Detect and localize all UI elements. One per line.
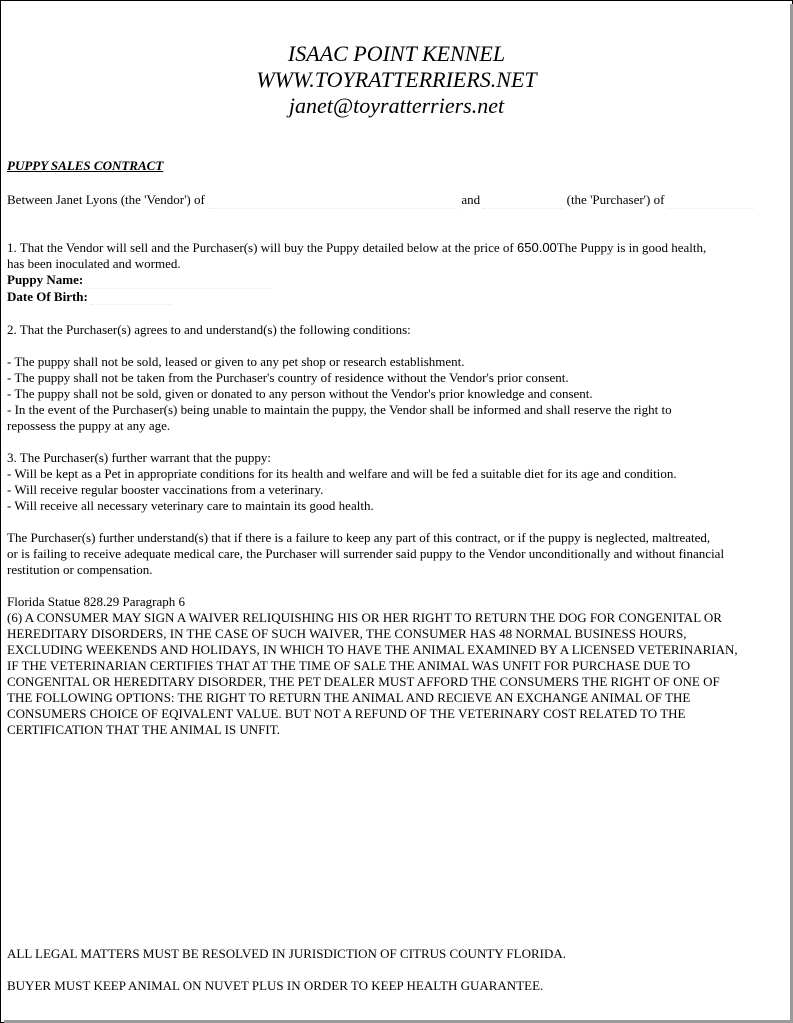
failure-clause bbox=[7, 530, 787, 578]
nuvet-notice: BUYER MUST KEEP ANIMAL ON NUVET PLUS IN ORDER TO KEEP HEALTH GUARANTEE. bbox=[7, 978, 544, 993]
clause-2: 2. That the Purchaser(s) agrees to and understand(s) the following conditions: bbox=[7, 322, 411, 337]
purchaser-address-field[interactable] bbox=[668, 194, 753, 209]
condition-item: - The puppy shall not be sold, leased or given to any pet shop or research establishment. bbox=[7, 354, 465, 369]
failure-line: or is failing to receive adequate medical care, the Purchaser will surrender said puppy to the Vendor unconditionally and without financial bbox=[7, 546, 725, 561]
warrant-item: - Will receive all necessary veterinary care to maintain its good health. bbox=[7, 498, 374, 513]
statute-line: CERTIFICATION THAT THE ANIMAL IS UNFIT. bbox=[7, 722, 280, 737]
statute-line: (6) A CONSUMER MAY SIGN A WAIVER RELIQUISHING HIS OR HER RIGHT TO RETURN THE DOG FOR CONGENITAL OR bbox=[7, 610, 722, 625]
clause-3 bbox=[7, 450, 787, 514]
dob-field[interactable] bbox=[91, 290, 171, 305]
purchaser-name-field[interactable] bbox=[483, 194, 563, 209]
clause-1-health-text: The Puppy is in good health, bbox=[556, 240, 707, 255]
condition-item: - The puppy shall not be taken from the Purchaser's country of residence without the Vendor's prior consent. bbox=[7, 370, 569, 385]
condition-item: repossess the puppy at any age. bbox=[7, 418, 171, 433]
clause-3-title: 3. The Purchaser(s) further warrant that the puppy: bbox=[7, 450, 272, 465]
legal-notice: ALL LEGAL MATTERS MUST BE RESOLVED IN JURISDICTION OF CITRUS COUNTY FLORIDA. bbox=[7, 946, 567, 961]
puppy-name-field[interactable] bbox=[86, 274, 271, 289]
statute-line: THE FOLLOWING OPTIONS: THE RIGHT TO RETURN THE ANIMAL AND RECIEVE AN EXCHANGE ANIMAL OF THE bbox=[7, 690, 691, 705]
clause-1-text: 1. That the Vendor will sell and the Purchaser(s) will buy the Puppy detailed below at the price of bbox=[7, 240, 514, 255]
warrant-item: - Will receive regular booster vaccinations from a veterinary. bbox=[7, 482, 324, 497]
vendor-address-field[interactable] bbox=[208, 194, 458, 209]
clause-1 bbox=[7, 240, 787, 305]
kennel-email: janet@toyratterriers.net bbox=[288, 93, 505, 118]
kennel-website: WWW.TOYRATTERRIERS.NET bbox=[256, 67, 537, 92]
clause-1-line-2: has been inoculated and wormed. bbox=[7, 256, 181, 271]
dob-label: Date Of Birth: bbox=[7, 288, 88, 304]
and-text: and bbox=[461, 192, 481, 207]
warrant-item: - Will be kept as a Pet in appropriate conditions for its health and welfare and will be fed a suitable diet for its age and condition. bbox=[7, 466, 677, 481]
contract-title: PUPPY SALES CONTRACT bbox=[7, 158, 164, 173]
statute-line: IF THE VETERINARIAN CERTIFIES THAT AT THE TIME OF SALE THE ANIMAL WAS UNFIT FOR PURCHASE DUE TO bbox=[7, 658, 691, 673]
between-text: Between Janet Lyons (the 'Vendor') of bbox=[7, 192, 205, 207]
statute-line: CONSUMERS CHOICE OF EQIVALENT VALUE. BUT NOT A REFUND OF THE VETERINARY COST RELATED TO THE bbox=[7, 706, 686, 721]
statute-line: EXCLUDING WEEKENDS AND HOLIDAYS, IN WHICH TO HAVE THE ANIMAL EXAMINED BY A LICENSED VETERINARIAN, bbox=[7, 642, 738, 657]
failure-line: The Purchaser(s) further understand(s) that if there is a failure to keep any part of this contract, or if the puppy is neglected, maltreated, bbox=[7, 530, 711, 545]
condition-item: - The puppy shall not be sold, given or donated to any person without the Vendor's prior knowledge and consent. bbox=[7, 386, 593, 401]
statute-title: Florida Statue 828.29 Paragraph 6 bbox=[7, 594, 185, 609]
price-field[interactable]: 650.00 bbox=[517, 240, 557, 255]
purchaser-of-text: (the 'Purchaser') of bbox=[566, 192, 665, 207]
condition-item: - In the event of the Purchaser(s) being unable to maintain the puppy, the Vendor shall be informed and shall reserve the right to bbox=[7, 402, 672, 417]
parties-line bbox=[7, 192, 787, 209]
puppy-name-label: Puppy Name: bbox=[7, 272, 84, 287]
conditions-list bbox=[7, 354, 787, 434]
kennel-header bbox=[1, 41, 792, 119]
statute-line: CONGENITAL OR HEREDITARY DISORDER, THE PET DEALER MUST AFFORD THE CONSUMERS THE RIGHT OF ONE OF bbox=[7, 674, 720, 689]
statute-block bbox=[7, 594, 787, 738]
kennel-name: ISAAC POINT KENNEL bbox=[287, 41, 506, 66]
statute-line: HEREDITARY DISORDERS, IN THE CASE OF SUCH WAIVER, THE CONSUMER HAS 48 NORMAL BUSINESS HOURS, bbox=[7, 626, 687, 641]
failure-line: restitution or compensation. bbox=[7, 562, 153, 577]
